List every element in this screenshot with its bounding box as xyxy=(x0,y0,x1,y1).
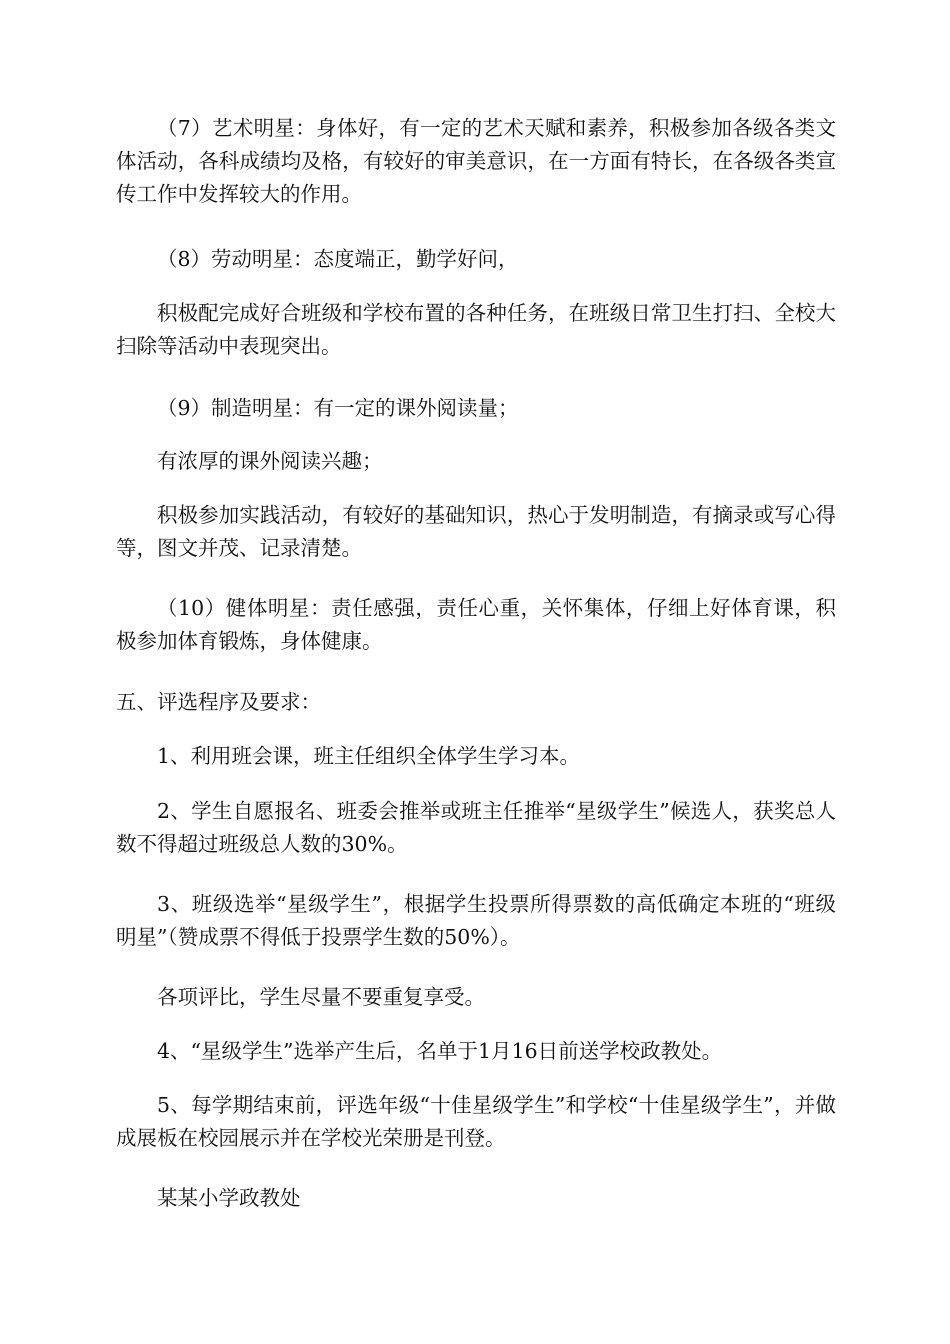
paragraph-labor-star-detail: 积极配完成好合班级和学校布置的各种任务，在班级日常卫生打扫、全校大扫除等活动中表现突出。 xyxy=(116,301,836,358)
paragraph-step-1: 1、利用班会课，班主任组织全体学生学习本。 xyxy=(157,744,581,768)
paragraph-labor-star: （8）劳动明星：态度端正，勤学好问， xyxy=(157,247,519,271)
paragraph-fitness-star: （10）健体明星：责任感强，责任心重，关怀集体，仔细上好体育课，积极参加体育锻炼，身体健康。 xyxy=(116,596,836,653)
paragraph-no-repeat: 各项评比，学生尽量不要重复享受。 xyxy=(157,985,485,1009)
paragraph-reading-interest: 有浓厚的课外阅读兴趣； xyxy=(157,449,383,473)
signature-office: 某某小学政教处 xyxy=(157,1186,301,1210)
paragraph-art-star: （7）艺术明星：身体好，有一定的艺术天赋和素养，积极参加各级各类文体活动，各科成绩均及格，有较好的审美意识，在一方面有特长，在各级各类宣传工作中发挥较大的作用。 xyxy=(116,116,836,206)
paragraph-practice-activity: 积极参加实践活动，有较好的基础知识，热心于发明制造，有摘录或写心得等，图文并茂、记录清楚。 xyxy=(116,503,836,560)
paragraph-step-2: 2、学生自愿报名、班委会推举或班主任推举“星级学生”候选人，获奖总人数不得超过班级总人数的30%。 xyxy=(116,799,836,856)
paragraph-step-4: 4、“星级学生”选举产生后，名单于1月16日前送学校政教处。 xyxy=(157,1039,723,1063)
paragraph-invention-star: （9）制造明星：有一定的课外阅读量； xyxy=(157,396,519,420)
paragraph-step-3: 3、班级选举“星级学生”，根据学生投票所得票数的高低确定本班的“班级明星”（赞成票不得低于投票学生数的50%）。 xyxy=(116,892,836,949)
section-heading-procedure: 五、评选程序及要求： xyxy=(116,690,321,714)
paragraph-step-5: 5、每学期结束前，评选年级“十佳星级学生”和学校“十佳星级学生”，并做成展板在校园展示并在学校光荣册是刊登。 xyxy=(116,1093,836,1150)
